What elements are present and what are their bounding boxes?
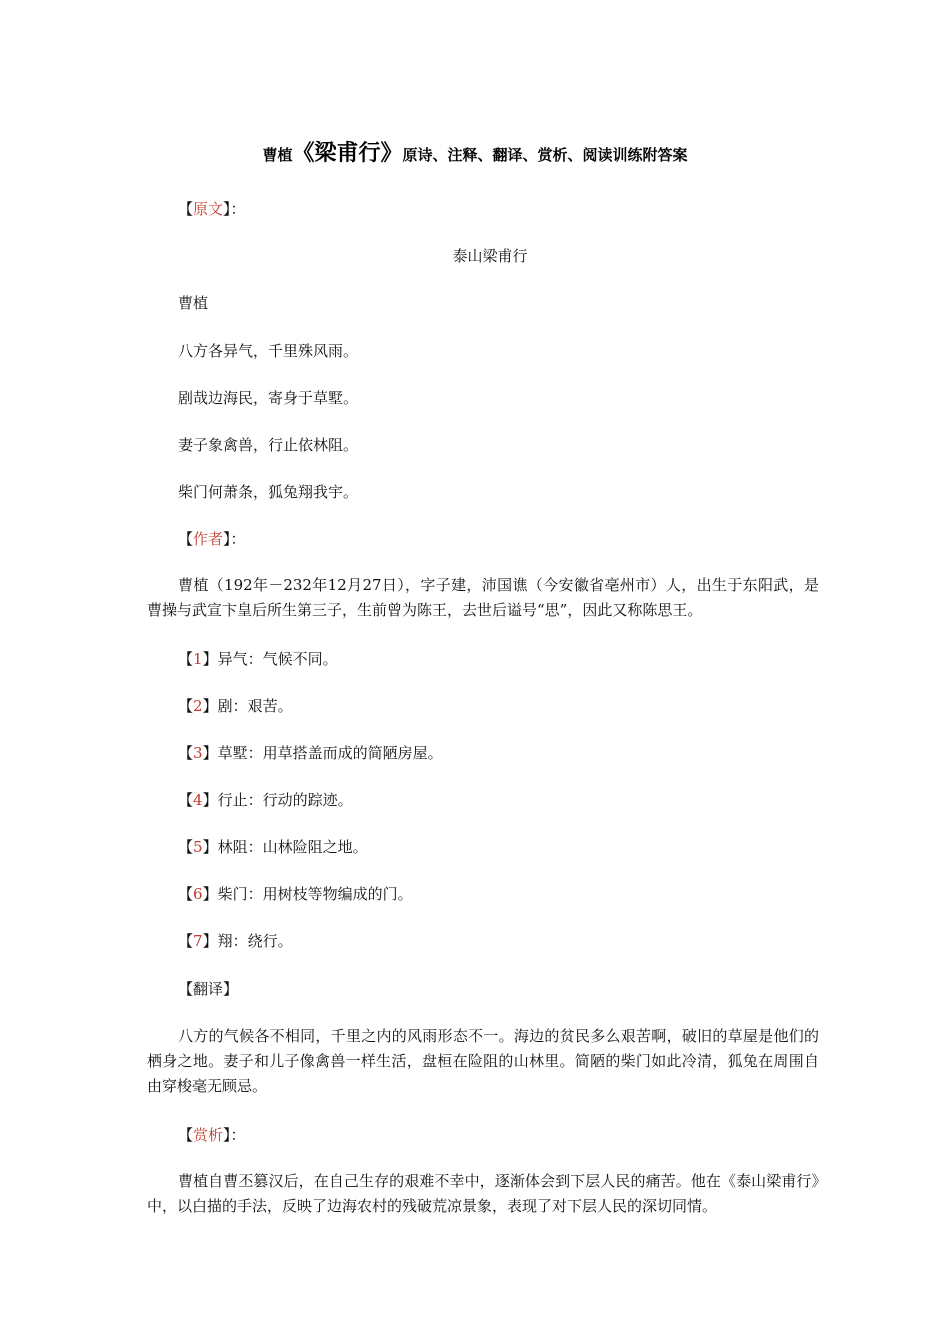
poem-title: 泰山梁甫行 [452, 247, 528, 265]
poem-line: 八方各异气，千里殊风雨。 [178, 342, 359, 360]
poem-author: 曹植 [178, 294, 209, 312]
title-rest: 原诗、注释、翻译、赏析、阅读训练附答案 [402, 146, 688, 164]
note-item: 【4】行止：行动的踪迹。 [178, 791, 353, 809]
poem-line: 妻子象禽兽，行止依林阻。 [178, 436, 359, 454]
section-heading-original: 【原文】： [178, 200, 246, 218]
note-item: 【1】异气：气候不同。 [178, 650, 338, 668]
title-work: 《梁甫行》 [292, 141, 403, 166]
poem-line: 剧哉边海民，寄身于草墅。 [178, 389, 359, 407]
note-item: 【7】翔：绕行。 [178, 932, 293, 950]
title-author: 曹植 [262, 146, 293, 164]
document-title [0, 136, 950, 167]
section-heading-appreciation: 【赏析】： [178, 1126, 246, 1144]
section-heading-translation: 【翻译】 [178, 980, 239, 998]
note-item: 【2】剧：艰苦。 [178, 697, 293, 715]
note-item: 【3】草墅：用草搭盖而成的简陋房屋。 [178, 744, 443, 762]
poem-line: 柴门何萧条，狐兔翔我宇。 [178, 483, 359, 501]
appreciation-text: 曹植自曹丕篡汉后，在自己生存的艰难不幸中，逐渐体会到下层人民的痛苦。他在《泰山梁甫行》中，以白描的手法，反映了边海农村的残破荒凉景象，表现了对下层人民的深切同情。 [147, 1172, 819, 1215]
note-item: 【6】柴门：用树枝等物编成的门。 [178, 885, 413, 903]
author-bio: 曹植（192年－232年12月27日），字子建，沛国谯（今安徽省亳州市）人，出生于东阳武，是曹操与武宣卞皇后所生第三子，生前曾为陈王，去世后谥号“思”，因此又称陈思王。 [147, 576, 819, 619]
note-item: 【5】林阻：山林险阻之地。 [178, 838, 368, 856]
translation-text: 八方的气候各不相同，千里之内的风雨形态不一。海边的贫民多么艰苦啊，破旧的草屋是他们的栖身之地。妻子和儿子像禽兽一样生活，盘桓在险阻的山林里。简陋的柴门如此冷清，狐兔在周围自由穿梭毫无顾忌。 [147, 1027, 819, 1095]
section-heading-author: 【作者】： [178, 530, 246, 548]
